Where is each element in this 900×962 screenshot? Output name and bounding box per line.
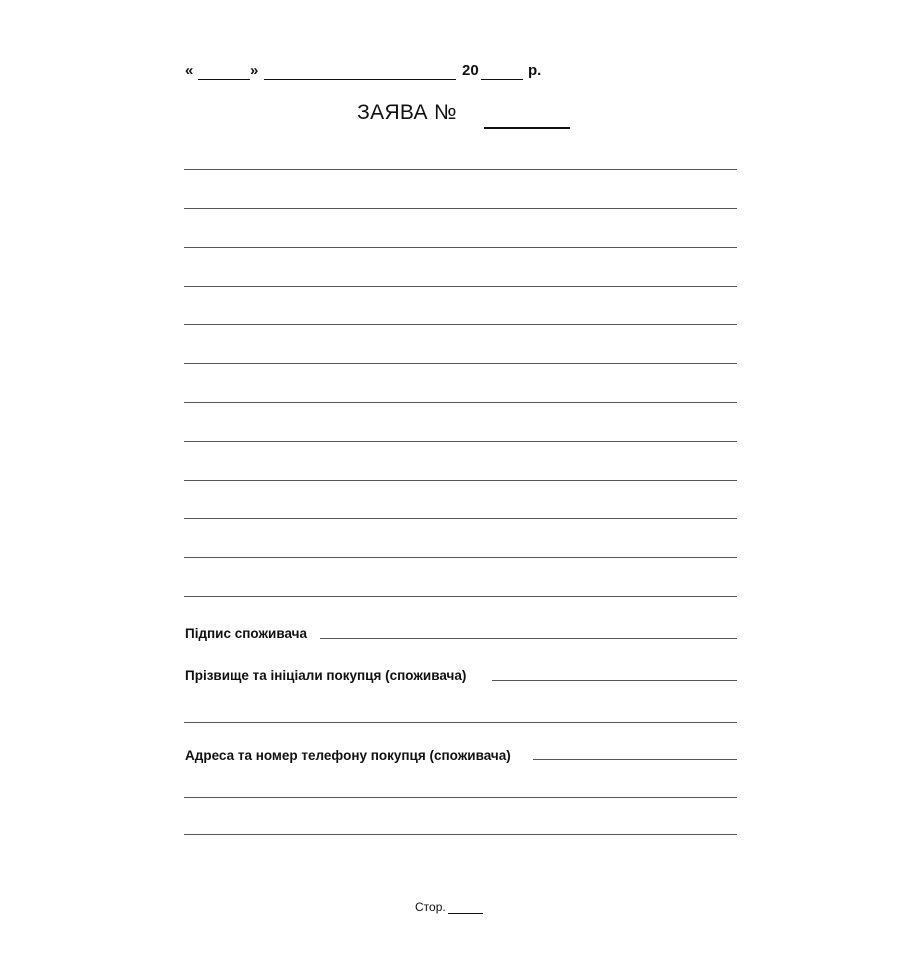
page-title [0, 101, 900, 125]
writing-line[interactable] [184, 363, 737, 364]
year-suffix: р. [528, 62, 542, 79]
address-line-3[interactable] [184, 834, 737, 835]
writing-line[interactable] [184, 441, 737, 442]
day-blank[interactable] [198, 79, 250, 80]
writing-line[interactable] [184, 247, 737, 248]
address-label: Адреса та номер телефону покупця (споживача) [185, 748, 511, 763]
name-line[interactable] [492, 680, 737, 681]
application-number-blank[interactable] [484, 127, 570, 129]
quote-open: « [185, 62, 194, 79]
year-prefix: 20 [462, 62, 479, 79]
writing-line[interactable] [184, 324, 737, 325]
quote-close: » [250, 62, 259, 79]
writing-line[interactable] [184, 557, 737, 558]
writing-line[interactable] [184, 402, 737, 403]
writing-line[interactable] [184, 518, 737, 519]
address-line[interactable] [533, 759, 737, 760]
address-line-2[interactable] [184, 797, 737, 798]
year-blank[interactable] [481, 79, 523, 80]
writing-line[interactable] [184, 169, 737, 170]
writing-line[interactable] [184, 208, 737, 209]
writing-line[interactable] [184, 596, 737, 597]
writing-line[interactable] [184, 480, 737, 481]
writing-line[interactable] [184, 286, 737, 287]
name-label: Прізвище та ініціали покупця (споживача) [185, 668, 467, 683]
title-text: ЗАЯВА № [357, 101, 457, 124]
name-line-2[interactable] [184, 722, 737, 723]
page-number-label: Стор. [415, 900, 446, 914]
signature-line[interactable] [320, 638, 737, 639]
month-blank[interactable] [264, 79, 456, 80]
signature-label: Підпис споживача [185, 626, 307, 641]
page-number-blank[interactable] [448, 913, 483, 914]
